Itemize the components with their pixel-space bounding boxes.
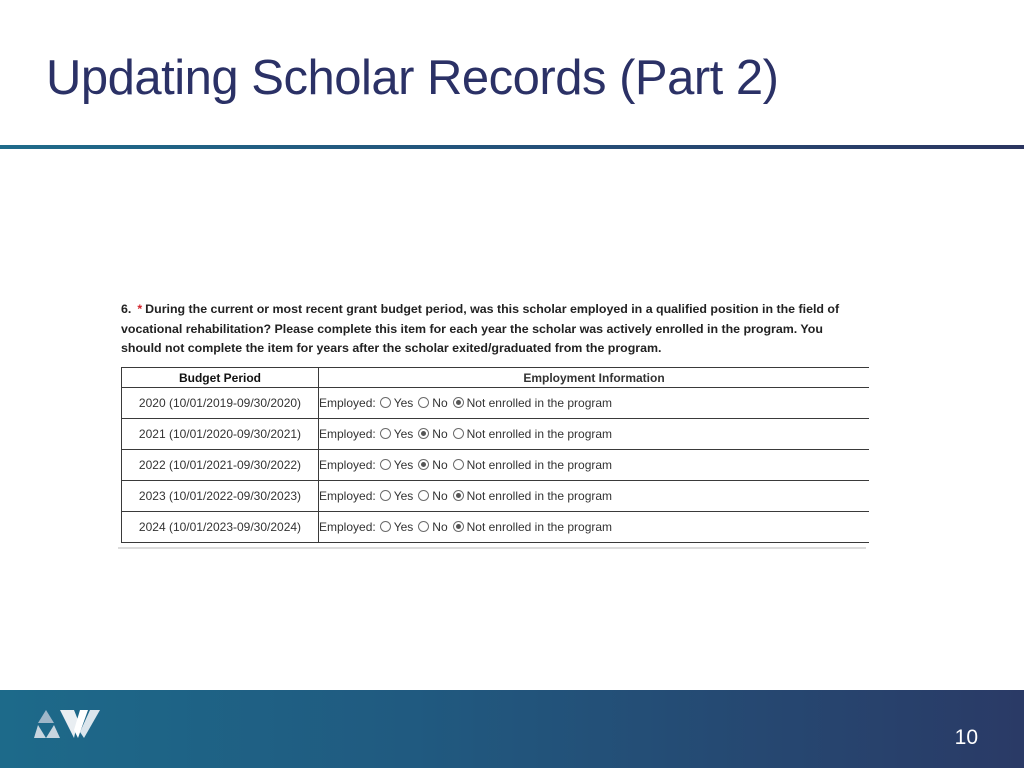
radio-label-no[interactable]: No (432, 427, 448, 441)
employment-cell (319, 512, 870, 543)
radio-yes[interactable] (380, 490, 391, 501)
table-row (122, 419, 870, 450)
radio-not-enrolled[interactable] (453, 521, 464, 532)
header-budget-period: Budget Period (122, 368, 319, 388)
employment-cell (319, 450, 870, 481)
table-row (122, 450, 870, 481)
budget-period-cell: 2024 (10/01/2023-09/30/2024) (122, 512, 319, 543)
radio-label-not-enrolled[interactable]: Not enrolled in the program (466, 520, 613, 534)
radio-label-not-enrolled[interactable]: Not enrolled in the program (466, 489, 613, 503)
radio-no[interactable] (418, 428, 429, 439)
radio-label-not-enrolled[interactable]: Not enrolled in the program (466, 458, 613, 472)
employed-label: Employed: (319, 427, 376, 441)
header-employment-information: Employment Information (319, 368, 870, 388)
table-row (122, 481, 870, 512)
radio-label-not-enrolled[interactable]: Not enrolled in the program (466, 427, 613, 441)
question-body: During the current or most recent grant budget period, was this scholar employed in a qualified position in the field of vocational rehabilitation? Please complete this item for each year the scholar was actively enrolled in the program. You should not complete the item for years after the scholar exited/graduated from the program. (121, 302, 840, 355)
table-row (122, 512, 870, 543)
employment-table (121, 367, 869, 543)
employment-cell (319, 419, 870, 450)
page-number: 10 (954, 726, 978, 749)
radio-yes[interactable] (380, 459, 391, 470)
table-header-row (122, 368, 870, 388)
radio-yes[interactable] (380, 428, 391, 439)
budget-period-cell: 2021 (10/01/2020-09/30/2021) (122, 419, 319, 450)
question-text (121, 300, 866, 359)
table-body (122, 388, 870, 543)
table-bottom-edge (118, 547, 866, 549)
employment-cell (319, 388, 870, 419)
employment-cell (319, 481, 870, 512)
radio-yes[interactable] (380, 521, 391, 532)
radio-label-yes[interactable]: Yes (393, 520, 414, 534)
required-marker: * (137, 302, 143, 316)
radio-label-no[interactable]: No (432, 520, 448, 534)
radio-not-enrolled[interactable] (453, 490, 464, 501)
radio-no[interactable] (418, 459, 429, 470)
radio-yes[interactable] (380, 397, 391, 408)
employed-label: Employed: (319, 396, 376, 410)
table-row (122, 388, 870, 419)
budget-period-cell: 2022 (10/01/2021-09/30/2022) (122, 450, 319, 481)
question-number: 6. (121, 302, 132, 316)
employed-label: Employed: (319, 489, 376, 503)
radio-no[interactable] (418, 521, 429, 532)
title-divider (0, 145, 1024, 149)
radio-no[interactable] (418, 397, 429, 408)
employed-label: Employed: (319, 458, 376, 472)
slide-title: Updating Scholar Records (Part 2) (46, 51, 779, 105)
radio-label-no[interactable]: No (432, 396, 448, 410)
radio-label-no[interactable]: No (432, 458, 448, 472)
radio-not-enrolled[interactable] (453, 459, 464, 470)
radio-label-yes[interactable]: Yes (393, 427, 414, 441)
radio-no[interactable] (418, 490, 429, 501)
budget-period-cell: 2020 (10/01/2019-09/30/2020) (122, 388, 319, 419)
radio-label-yes[interactable]: Yes (393, 458, 414, 472)
footer-bar (0, 690, 1024, 768)
radio-label-yes[interactable]: Yes (393, 396, 414, 410)
employed-label: Employed: (319, 520, 376, 534)
av-logo-icon (34, 708, 104, 738)
radio-label-not-enrolled[interactable]: Not enrolled in the program (466, 396, 613, 410)
form-screenshot (118, 296, 866, 550)
radio-label-no[interactable]: No (432, 489, 448, 503)
budget-period-cell: 2023 (10/01/2022-09/30/2023) (122, 481, 319, 512)
radio-label-yes[interactable]: Yes (393, 489, 414, 503)
radio-not-enrolled[interactable] (453, 397, 464, 408)
radio-not-enrolled[interactable] (453, 428, 464, 439)
